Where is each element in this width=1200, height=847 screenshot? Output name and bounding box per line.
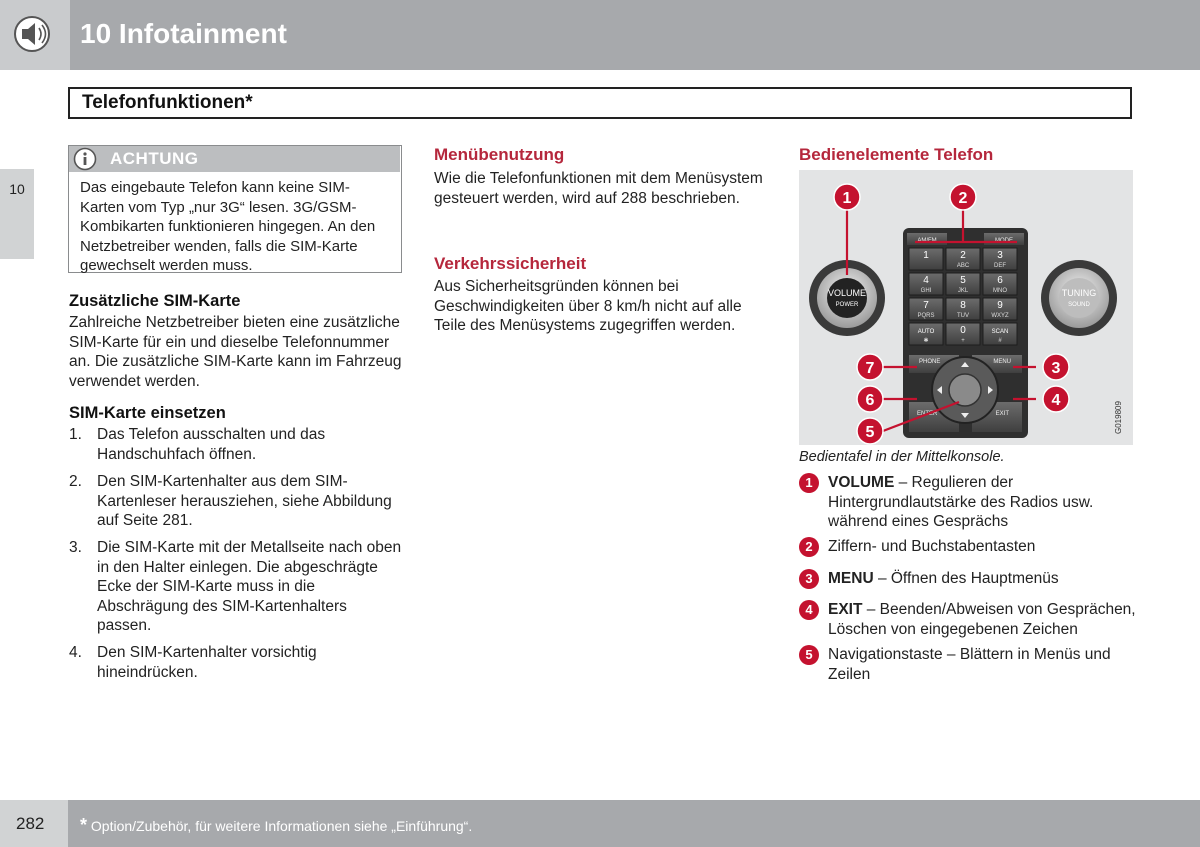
key-sub-label: + [961, 338, 965, 344]
callout-number: 1 [799, 473, 819, 493]
footnote-text: Option/Zubehör, für weitere Informationen siehe „Einführung“. [90, 818, 473, 834]
callout-number: 4 [799, 600, 819, 620]
marker-number: 5 [865, 424, 875, 441]
keypad-key [946, 273, 980, 295]
callout-text: – Regulieren der Hintergrundlautstärke des Radios usw. während eines Gesprächs [828, 474, 1094, 530]
amfm-key-label: AM/FM [917, 238, 937, 244]
page-number: 282 [16, 814, 45, 833]
key-main-label: 0 [960, 325, 966, 336]
keypad-key [909, 273, 943, 295]
volume-knob-label: VOLUME [827, 288, 867, 298]
key-sub-label: ABC [956, 263, 970, 269]
callout-item [799, 600, 1144, 639]
figure-code: G019809 [1114, 401, 1123, 434]
figure-marker-7 [857, 354, 883, 380]
keypad-key [983, 323, 1017, 345]
figure-caption: Bedientafel in der Mittelkonsole. [799, 449, 1005, 465]
keypad-key [983, 298, 1017, 320]
key-main-label: 7 [923, 300, 929, 311]
footnote-star: * [80, 815, 88, 835]
list-item [69, 643, 404, 682]
key-sub-label: PQRS [917, 313, 935, 319]
keypad-key [909, 323, 943, 345]
key-main-label: 5 [960, 275, 966, 286]
marker-number: 3 [1051, 360, 1061, 377]
figure-marker-6 [857, 386, 883, 412]
figure-marker-5 [857, 418, 883, 444]
key-sub-label: DEF [994, 263, 1006, 269]
list-item-text: Den SIM-Kartenhalter vorsichtig hineindrücken. [97, 644, 317, 681]
callout-number: 5 [799, 645, 819, 665]
heading-additional-sim: Zusätzliche SIM-Karte [69, 292, 241, 310]
keypad-key [983, 248, 1017, 270]
figure-marker-4 [1043, 386, 1069, 412]
list-item-text: Die SIM-Karte mit der Metallseite nach oben in den Halter einlegen. Die abgeschrägte Ecke der SIM-Karte muss in die Abschrägung des SIM-Kartenhalters passen. [97, 539, 402, 634]
key-sub-label: GHI [920, 288, 932, 294]
speaker-icon [0, 0, 70, 70]
chapter-title: 10 Infotainment [80, 18, 287, 49]
list-item-number: 4. [69, 644, 82, 661]
info-icon [73, 147, 97, 171]
key-main-label: AUTO [917, 329, 935, 335]
paragraph-menu-usage: Wie die Telefonfunktionen mit dem Menüsystem gesteuert werden, wird auf 288 beschrieben. [434, 170, 763, 207]
caution-text: Das eingebaute Telefon kann keine SIM-Karten vom Typ „nur 3G“ lesen. 3G/GSM-Kombikarten funktionieren hingegen. An den Netzbetreiber wenden, falls die SIM-Karte gewechselt werden muss. [80, 179, 376, 274]
callout-term: EXIT [828, 601, 863, 618]
menu-key-label: MENU [993, 359, 1011, 365]
footer-note [80, 815, 472, 836]
marker-number: 7 [865, 360, 875, 377]
key-main-label: 6 [997, 275, 1003, 286]
figure-marker-2 [950, 184, 976, 210]
key-main-label: 3 [997, 250, 1003, 261]
keypad-key [946, 298, 980, 320]
list-item [69, 425, 404, 464]
paragraph-additional-sim: Zahlreiche Netzbetreiber bieten eine zusätzliche SIM-Karte für ein und dieselbe Telefonnummer an. Die zusätzliche SIM-Karte kann im Fahrzeug verwendet werden. [69, 314, 402, 390]
key-sub-label: WXYZ [991, 313, 1009, 319]
exit-key-label: EXIT [995, 411, 1009, 417]
heading-phone-controls: Bedienelemente Telefon [799, 145, 994, 164]
key-sub-label: JKL [957, 288, 969, 294]
key-main-label: 9 [997, 300, 1003, 311]
keypad-key [983, 273, 1017, 295]
keypad-key [946, 248, 980, 270]
keypad-key [946, 323, 980, 345]
chapter-tab-number: 10 [9, 181, 25, 197]
key-sub-label: # [998, 338, 1002, 344]
callout-number: 3 [799, 569, 819, 589]
figure-marker-3 [1043, 354, 1069, 380]
callout-text: Ziffern- und Buchstabentasten [828, 538, 1036, 555]
callout-text: – Beenden/Abweisen von Gesprächen, Löschen von eingegebenen Zeichen [828, 601, 1136, 638]
callout-number: 2 [799, 537, 819, 557]
keypad-key [909, 298, 943, 320]
key-main-label: SCAN [991, 329, 1009, 335]
control-panel-illustration [799, 170, 1133, 445]
callout-term: VOLUME [828, 474, 895, 491]
caution-title: ACHTUNG [110, 149, 199, 168]
key-sub-label: MNO [993, 288, 1007, 294]
callout-item [799, 645, 1144, 684]
callout-text: Navigationstaste – Blättern in Menüs und Zeilen [828, 646, 1111, 683]
marker-number: 2 [958, 190, 968, 207]
heading-insert-sim: SIM-Karte einsetzen [69, 404, 226, 422]
tuning-knob-label: TUNING [1061, 288, 1097, 298]
phone-key-label: PHONE [919, 359, 941, 365]
key-sub-label: TUV [957, 313, 969, 319]
key-main-label: 8 [960, 300, 966, 311]
mode-key-label: MODE [995, 238, 1013, 244]
key-sub-label: ✱ [923, 338, 929, 344]
sound-label: SOUND [1068, 302, 1090, 308]
paragraph-traffic-safety: Aus Sicherheitsgründen können bei Geschwindigkeiten über 8 km/h nicht auf alle Teile des Menüsystems zugegriffen werden. [434, 278, 742, 334]
list-item [69, 472, 404, 531]
keypad-key [909, 248, 943, 270]
callout-item [799, 569, 1144, 589]
header-icon-box [0, 0, 70, 70]
marker-number: 4 [1051, 392, 1061, 409]
callout-term: MENU [828, 570, 874, 587]
figure-marker-1 [834, 184, 860, 210]
callout-text: – Öffnen des Hauptmenüs [873, 570, 1059, 587]
key-main-label: 4 [923, 275, 929, 286]
marker-number: 6 [865, 392, 875, 409]
control-panel-figure [799, 170, 1133, 445]
heading-traffic-safety: Verkehrssicherheit [434, 254, 587, 273]
heading-menu-usage: Menübenutzung [434, 145, 565, 164]
section-title: Telefonfunktionen* [82, 92, 253, 113]
list-item-text: Das Telefon ausschalten und das Handschuhfach öffnen. [97, 426, 326, 463]
list-item-number: 1. [69, 426, 82, 443]
list-item [69, 538, 404, 636]
list-item-number: 2. [69, 473, 82, 490]
list-item-number: 3. [69, 539, 82, 556]
callout-item [799, 537, 1144, 557]
callout-item [799, 473, 1144, 532]
enter-key-label: ENTER [917, 411, 938, 417]
key-main-label: 1 [923, 250, 929, 261]
power-label: POWER [835, 302, 859, 308]
list-item-text: Den SIM-Kartenhalter aus dem SIM-Kartenleser herausziehen, siehe Abbildung auf Seite 281. [97, 473, 392, 529]
key-main-label: 2 [960, 250, 966, 261]
marker-number: 1 [842, 190, 852, 207]
